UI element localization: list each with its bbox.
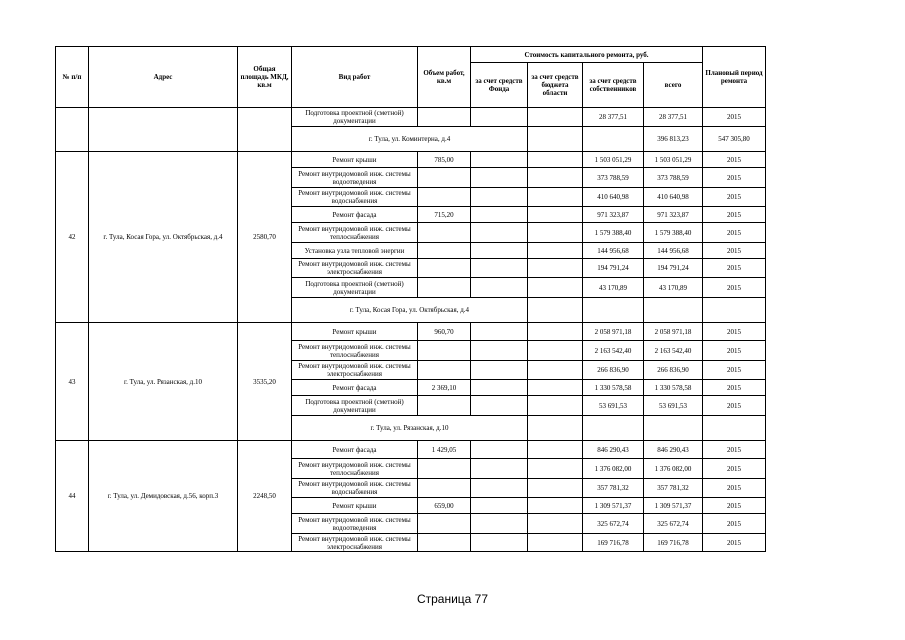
work-type: Ремонт внутридомовой инж. системы электроснабжения — [292, 259, 418, 278]
row-address: г. Тула, ул. Рязанская, д.10 — [89, 323, 238, 441]
cost-fund — [471, 152, 528, 168]
work-type: Ремонт внутридомовой инж. системы теплоснабжения — [292, 223, 418, 243]
work-type: Ремонт крыши — [292, 498, 418, 514]
empty-cell — [528, 416, 583, 441]
work-volume: 659,00 — [418, 498, 471, 514]
cost-region — [528, 479, 583, 498]
table-row — [56, 323, 766, 341]
cost-total: 2 163 542,40 — [644, 341, 703, 361]
repair-schedule-table — [55, 46, 766, 552]
cost-region — [528, 243, 583, 259]
cost-fund — [471, 380, 528, 396]
cost-owners: 410 640,98 — [583, 188, 644, 207]
cost-owners: 1 503 051,29 — [583, 152, 644, 168]
subtotal-region: 547 305,80 — [703, 127, 766, 152]
work-volume — [418, 243, 471, 259]
work-volume — [418, 479, 471, 498]
repair-period: 2015 — [703, 323, 766, 341]
cost-fund — [471, 168, 528, 188]
page-number: Страница 77 — [416, 592, 489, 606]
subtotal-region — [703, 298, 766, 323]
cost-fund — [471, 323, 528, 341]
repair-period: 2015 — [703, 108, 766, 127]
cost-owners: 1 579 388,40 — [583, 223, 644, 243]
cost-total: 1 376 082,00 — [644, 459, 703, 479]
work-type: Ремонт фасада — [292, 380, 418, 396]
header-work-type: Вид работ — [292, 47, 418, 108]
table-row — [56, 108, 766, 127]
cost-owners: 28 377,51 — [583, 108, 644, 127]
work-volume — [418, 514, 471, 534]
work-type: Ремонт внутридомовой инж. системы водоотведения — [292, 514, 418, 534]
cost-region — [528, 188, 583, 207]
cost-total: 169 716,78 — [644, 534, 703, 552]
cost-owners: 971 323,87 — [583, 207, 644, 223]
cost-region — [528, 498, 583, 514]
cost-fund — [471, 278, 528, 298]
repair-period: 2015 — [703, 152, 766, 168]
work-type: Ремонт фасада — [292, 441, 418, 459]
cost-owners: 1 330 578,58 — [583, 380, 644, 396]
cost-fund — [471, 223, 528, 243]
cost-total: 325 672,74 — [644, 514, 703, 534]
work-volume — [418, 361, 471, 380]
cost-owners: 1 309 571,37 — [583, 498, 644, 514]
repair-period: 2015 — [703, 207, 766, 223]
work-volume — [418, 341, 471, 361]
row-number — [56, 108, 89, 152]
cost-total: 357 781,32 — [644, 479, 703, 498]
row-area — [238, 108, 292, 152]
cost-total: 43 170,89 — [644, 278, 703, 298]
repair-period: 2015 — [703, 223, 766, 243]
empty-cell — [583, 298, 644, 323]
cost-total: 2 058 971,18 — [644, 323, 703, 341]
cost-total: 971 323,87 — [644, 207, 703, 223]
empty-cell — [583, 127, 644, 152]
cost-owners: 144 956,68 — [583, 243, 644, 259]
repair-period: 2015 — [703, 534, 766, 552]
subtotal-address: г. Тула, Косая Гора, ул. Октябрьская, д.4 — [292, 298, 528, 323]
header-fund: за счет средств Фонда — [471, 63, 528, 108]
cost-region — [528, 223, 583, 243]
cost-total: 53 691,53 — [644, 396, 703, 416]
work-volume — [418, 459, 471, 479]
work-type: Ремонт фасада — [292, 207, 418, 223]
row-area: 2580,70 — [238, 152, 292, 323]
cost-total: 373 788,59 — [644, 168, 703, 188]
work-type: Ремонт крыши — [292, 152, 418, 168]
cost-total: 410 640,98 — [644, 188, 703, 207]
cost-fund — [471, 243, 528, 259]
empty-cell — [528, 298, 583, 323]
row-address: г. Тула, ул. Демидовская, д.56, корп.3 — [89, 441, 238, 552]
cost-region — [528, 380, 583, 396]
repair-period: 2015 — [703, 459, 766, 479]
subtotal-fund: 396 813,23 — [644, 127, 703, 152]
cost-region — [528, 207, 583, 223]
repair-period: 2015 — [703, 479, 766, 498]
cost-fund — [471, 108, 528, 127]
cost-region — [528, 278, 583, 298]
repair-period: 2015 — [703, 361, 766, 380]
cost-fund — [471, 188, 528, 207]
work-volume: 715,20 — [418, 207, 471, 223]
cost-total: 1 579 388,40 — [644, 223, 703, 243]
cost-region — [528, 108, 583, 127]
subtotal-address: г. Тула, ул. Коминтерна, д.4 — [292, 127, 528, 152]
work-volume: 2 369,10 — [418, 380, 471, 396]
cost-total: 1 309 571,37 — [644, 498, 703, 514]
cost-fund — [471, 514, 528, 534]
row-address: г. Тула, Косая Гора, ул. Октябрьская, д.4 — [89, 152, 238, 323]
subtotal-region — [703, 416, 766, 441]
table-row — [56, 441, 766, 459]
repair-period: 2015 — [703, 278, 766, 298]
work-type: Ремонт внутридомовой инж. системы теплоснабжения — [292, 459, 418, 479]
repair-period: 2015 — [703, 188, 766, 207]
row-area: 3535,20 — [238, 323, 292, 441]
cost-owners: 373 788,59 — [583, 168, 644, 188]
work-type: Установка узла тепловой энергии — [292, 243, 418, 259]
cost-total: 144 956,68 — [644, 243, 703, 259]
subtotal-fund — [644, 298, 703, 323]
header-total: всего — [644, 63, 703, 108]
cost-owners: 53 691,53 — [583, 396, 644, 416]
work-type: Ремонт внутридомовой инж. системы водоснабжения — [292, 479, 418, 498]
work-type: Ремонт внутридомовой инж. системы теплоснабжения — [292, 341, 418, 361]
cost-fund — [471, 341, 528, 361]
cost-region — [528, 323, 583, 341]
row-number: 44 — [56, 441, 89, 552]
repair-period: 2015 — [703, 380, 766, 396]
cost-region — [528, 534, 583, 552]
empty-cell — [528, 127, 583, 152]
repair-period: 2015 — [703, 259, 766, 278]
row-area: 2248,50 — [238, 441, 292, 552]
work-volume — [418, 534, 471, 552]
header-address: Адрес — [89, 47, 238, 108]
cost-fund — [471, 534, 528, 552]
row-address — [89, 108, 238, 152]
header-volume: Объем работ, кв.м — [418, 47, 471, 108]
work-type: Ремонт внутридомовой инж. системы электроснабжения — [292, 534, 418, 552]
work-volume — [418, 188, 471, 207]
work-volume — [418, 168, 471, 188]
repair-period: 2015 — [703, 341, 766, 361]
cost-total: 1 503 051,29 — [644, 152, 703, 168]
cost-region — [528, 168, 583, 188]
header-num: № п/п — [56, 47, 89, 108]
cost-region — [528, 361, 583, 380]
header-region: за счет средств бюджета области — [528, 63, 583, 108]
cost-owners: 266 836,90 — [583, 361, 644, 380]
cost-fund — [471, 207, 528, 223]
work-volume: 785,00 — [418, 152, 471, 168]
cost-region — [528, 459, 583, 479]
work-volume: 1 429,05 — [418, 441, 471, 459]
work-volume — [418, 223, 471, 243]
repair-period: 2015 — [703, 441, 766, 459]
work-type: Подготовка проектной (сметной) документации — [292, 108, 418, 127]
cost-region — [528, 514, 583, 534]
work-type: Ремонт внутридомовой инж. системы электроснабжения — [292, 361, 418, 380]
cost-fund — [471, 479, 528, 498]
repair-period: 2015 — [703, 243, 766, 259]
row-number: 42 — [56, 152, 89, 323]
cost-total: 846 290,43 — [644, 441, 703, 459]
header-area: Общая площадь МКД, кв.м — [238, 47, 292, 108]
header-cost-group: Стоимость капитального ремонта, руб. — [471, 47, 703, 63]
cost-owners: 43 170,89 — [583, 278, 644, 298]
cost-owners: 846 290,43 — [583, 441, 644, 459]
work-type: Подготовка проектной (сметной) документации — [292, 396, 418, 416]
cost-owners: 169 716,78 — [583, 534, 644, 552]
cost-fund — [471, 361, 528, 380]
cost-total: 194 791,24 — [644, 259, 703, 278]
subtotal-address: г. Тула, ул. Рязанская, д.10 — [292, 416, 528, 441]
cost-total: 28 377,51 — [644, 108, 703, 127]
cost-region — [528, 259, 583, 278]
cost-fund — [471, 441, 528, 459]
cost-owners: 2 163 542,40 — [583, 341, 644, 361]
repair-period: 2015 — [703, 396, 766, 416]
cost-fund — [471, 259, 528, 278]
cost-total: 1 330 578,58 — [644, 380, 703, 396]
table-body — [56, 108, 766, 552]
cost-fund — [471, 498, 528, 514]
work-volume — [418, 259, 471, 278]
cost-owners: 325 672,74 — [583, 514, 644, 534]
work-type: Ремонт внутридомовой инж. системы водоотведения — [292, 168, 418, 188]
cost-owners: 357 781,32 — [583, 479, 644, 498]
cost-total: 266 836,90 — [644, 361, 703, 380]
repair-period: 2015 — [703, 498, 766, 514]
cost-fund — [471, 459, 528, 479]
cost-region — [528, 441, 583, 459]
cost-region — [528, 396, 583, 416]
work-type: Подготовка проектной (сметной) документации — [292, 278, 418, 298]
cost-owners: 194 791,24 — [583, 259, 644, 278]
repair-period: 2015 — [703, 168, 766, 188]
header-owners: за счет средств собственников — [583, 63, 644, 108]
subtotal-fund — [644, 416, 703, 441]
repair-period: 2015 — [703, 514, 766, 534]
cost-owners: 1 376 082,00 — [583, 459, 644, 479]
cost-fund — [471, 396, 528, 416]
cost-owners: 2 058 971,18 — [583, 323, 644, 341]
work-type: Ремонт крыши — [292, 323, 418, 341]
work-volume — [418, 278, 471, 298]
work-volume: 960,70 — [418, 323, 471, 341]
cost-region — [528, 341, 583, 361]
work-volume — [418, 108, 471, 127]
table-row — [56, 152, 766, 168]
empty-cell — [583, 416, 644, 441]
header-period: Плановый период ремонта — [703, 47, 766, 108]
row-number: 43 — [56, 323, 89, 441]
work-volume — [418, 396, 471, 416]
cost-region — [528, 152, 583, 168]
work-type: Ремонт внутридомовой инж. системы водоснабжения — [292, 188, 418, 207]
